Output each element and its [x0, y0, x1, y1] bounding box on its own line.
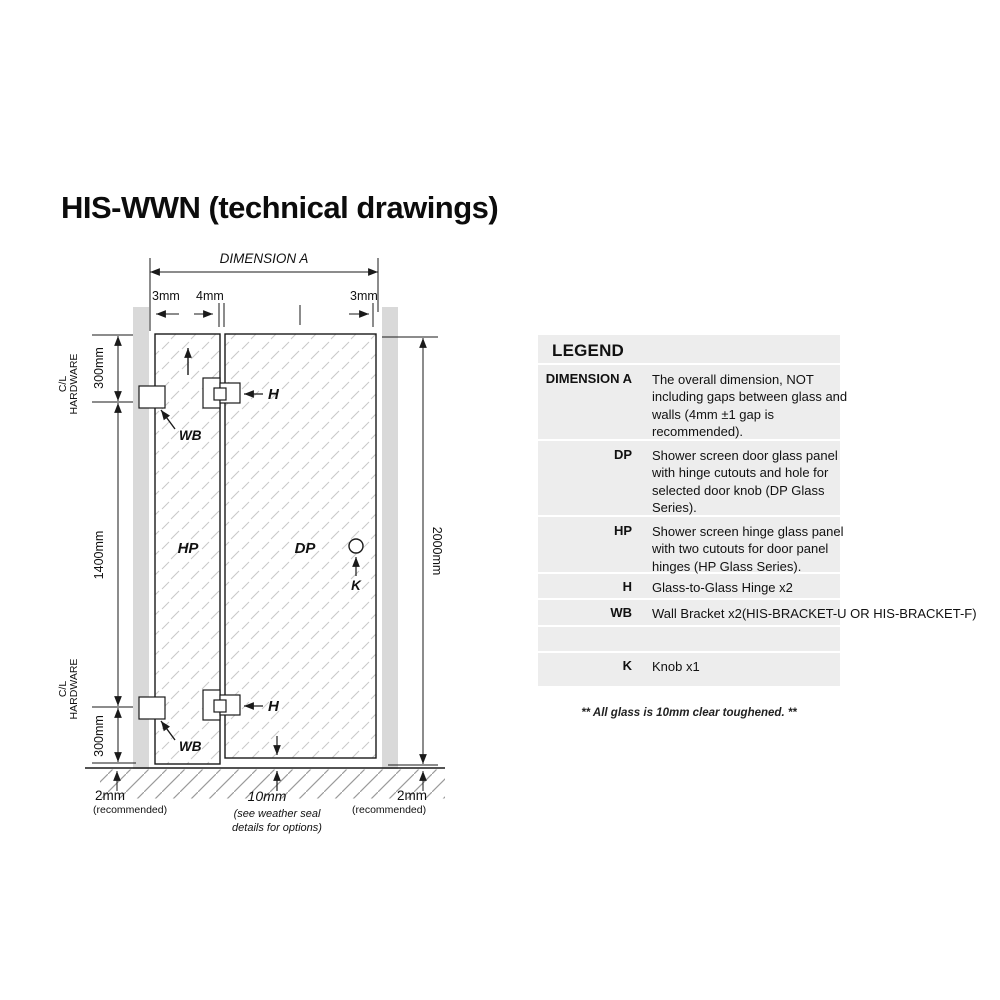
legend-term: K: [622, 658, 632, 673]
legend-panel: [538, 335, 977, 688]
hinge-panel-label: HP: [177, 540, 199, 557]
legend-term: WB: [610, 605, 632, 620]
glass-footnote: ** All glass is 10mm clear toughened. **: [581, 707, 797, 719]
gap-annotations: [156, 303, 373, 327]
cl-hardware-top-line1: C/L: [57, 375, 69, 393]
dim-300mm-bottom: 300mm: [92, 715, 106, 757]
floor-gap-right-value: 2mm: [397, 788, 427, 803]
gap-left-label: 3mm: [152, 289, 180, 303]
dim-1400mm: 1400mm: [92, 530, 106, 580]
gap-middle-label: 4mm: [196, 289, 224, 303]
floor-gap-center-value: 10mm: [247, 788, 287, 804]
wall-bracket-bottom-label: WB: [179, 739, 202, 754]
legend-term: HP: [613, 523, 632, 538]
legend-term: [538, 627, 632, 651]
legend-row-k: [538, 653, 840, 686]
dim-2000mm: 2000mm: [430, 526, 444, 576]
wall-bracket-bottom: [139, 697, 165, 719]
gap-right-label: 3mm: [350, 289, 378, 303]
knob-label: K: [351, 578, 361, 593]
door-panel-label: DP: [294, 540, 316, 557]
floor-gap-left-note: (recommended): [93, 804, 168, 816]
legend-desc: [652, 627, 852, 651]
floor-gap-left-value: 2mm: [95, 788, 125, 803]
wall-bracket-top-label: WB: [179, 428, 202, 443]
legend-row-dimension-a: [538, 365, 848, 440]
hinge-top-label: H: [268, 386, 279, 403]
dim-300mm-top: 300mm: [92, 347, 106, 389]
legend-row-dp: [538, 441, 840, 515]
legend-row-hp: [538, 517, 844, 574]
page-title: HIS-WWN (technical drawings): [61, 190, 499, 225]
legend-row-h: [538, 574, 840, 598]
legend-term: DIMENSION A: [545, 371, 632, 386]
cl-hardware-top-line2: HARDWARE: [68, 353, 80, 415]
knob: [349, 539, 363, 553]
hinge-top: [203, 378, 240, 408]
legend-desc: Glass-to-Glass Hinge x2: [652, 580, 793, 595]
shower-screen-technical-drawing: [0, 0, 500, 870]
legend-row-wb: [538, 600, 977, 625]
legend-term: H: [622, 579, 632, 594]
legend-desc: Shower screen hinge glass panel with two cutouts for door panel hinges (HP Glass Series).: [652, 524, 844, 574]
legend-desc: The overall dimension, NOT including gaps between glass and walls (4mm ±1 gap is recommended).: [652, 372, 848, 440]
legend-desc: Knob x1: [652, 659, 700, 674]
legend-desc: Wall Bracket x2(HIS-BRACKET-U OR HIS-BRACKET-F): [652, 606, 977, 621]
legend-desc: Shower screen door glass panel with hinge cutouts and hole for selected door knob (DP Glass Series).: [652, 448, 838, 516]
hinge-bottom-label: H: [268, 698, 279, 715]
hinge-bottom: [203, 690, 240, 720]
floor-gap-center-note1: (see weather seal: [233, 808, 321, 820]
floor-gap-right-note: (recommended): [352, 804, 427, 816]
wall-bracket-top: [139, 386, 165, 408]
legend-term: DP: [613, 447, 632, 462]
dimension-a-label: DIMENSION A: [219, 251, 309, 266]
floor-gap-center-note2: details for options): [232, 822, 322, 834]
cl-hardware-bottom-line2: HARDWARE: [68, 658, 80, 720]
cl-hardware-bottom-line1: C/L: [57, 680, 69, 698]
wall-right: [382, 307, 398, 769]
legend-title: LEGEND: [538, 335, 840, 363]
legend-row-spacer: [538, 627, 840, 651]
dimension-a: [150, 258, 378, 331]
